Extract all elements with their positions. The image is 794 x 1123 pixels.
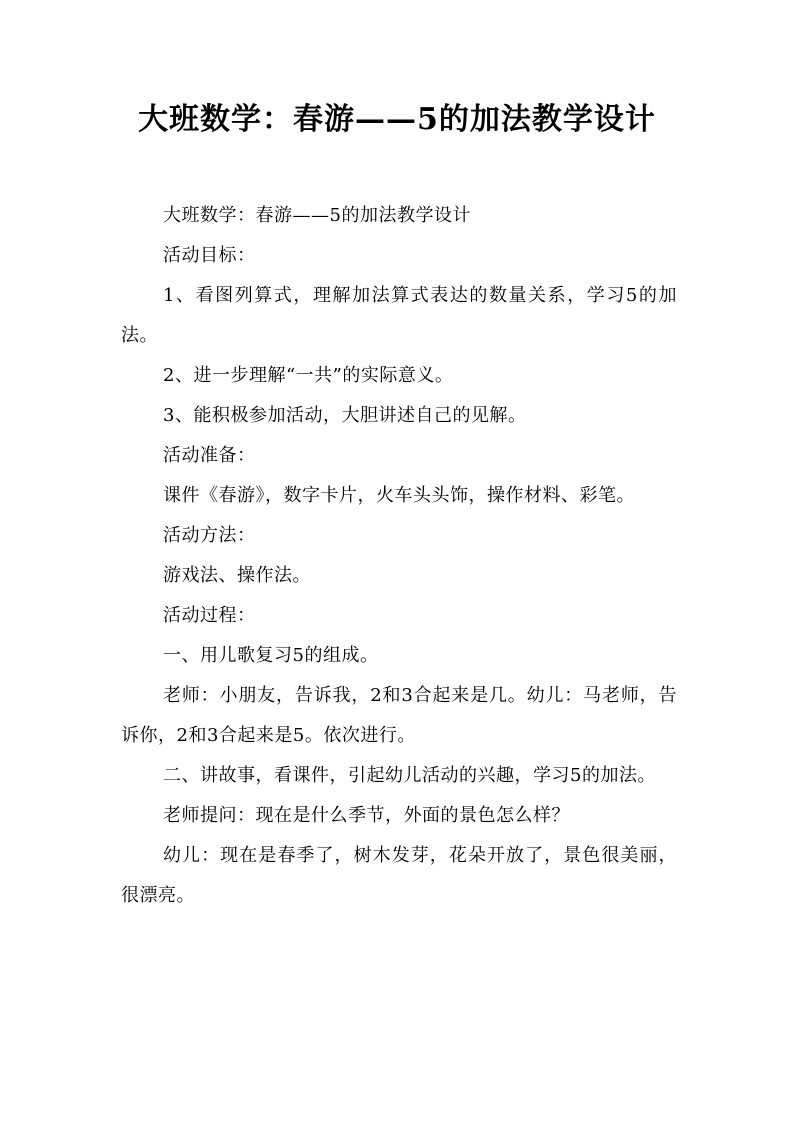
paragraph-goal-1: 1、看图列算式，理解加法算式表达的数量关系，学习5的加法。 (121, 285, 677, 346)
paragraph-process-heading: 活动过程： (163, 605, 256, 626)
paragraph-process-step-2: 二、讲故事，看课件，引起幼儿活动的兴趣，学习5的加法。 (163, 765, 656, 786)
document-body (121, 196, 677, 916)
paragraph-subtitle: 大班数学：春游——5的加法教学设计 (163, 205, 471, 226)
paragraph-methods: 游戏法、操作法。 (163, 565, 311, 586)
paragraph-goal-3: 3、能积极参加活动，大胆讲述自己的见解。 (163, 405, 527, 426)
document-title: 大班数学：春游——5的加法教学设计 (138, 102, 656, 137)
paragraph-teacher-question: 老师提问：现在是什么季节，外面的景色怎么样？ (163, 805, 570, 826)
paragraph-preparation: 课件《春游》，数字卡片，火车头头饰，操作材料、彩笔。 (163, 485, 635, 506)
paragraph-preparation-heading: 活动准备： (163, 445, 256, 466)
paragraph-process-step-1: 一、用儿歌复习5的组成。 (163, 645, 379, 666)
paragraph-child-answer: 幼儿：现在是春季了，树木发芽，花朵开放了，景色很美丽，很漂亮。 (121, 845, 677, 906)
paragraph-goals-heading: 活动目标： (163, 245, 256, 266)
paragraph-dialogue-1: 老师：小朋友，告诉我，2和3合起来是几。幼儿：马老师，告诉你，2和3合起来是5。依次进行。 (121, 685, 677, 746)
paragraph-goal-2: 2、进一步理解“一共”的实际意义。 (163, 365, 454, 386)
paragraph-methods-heading: 活动方法： (163, 525, 256, 546)
